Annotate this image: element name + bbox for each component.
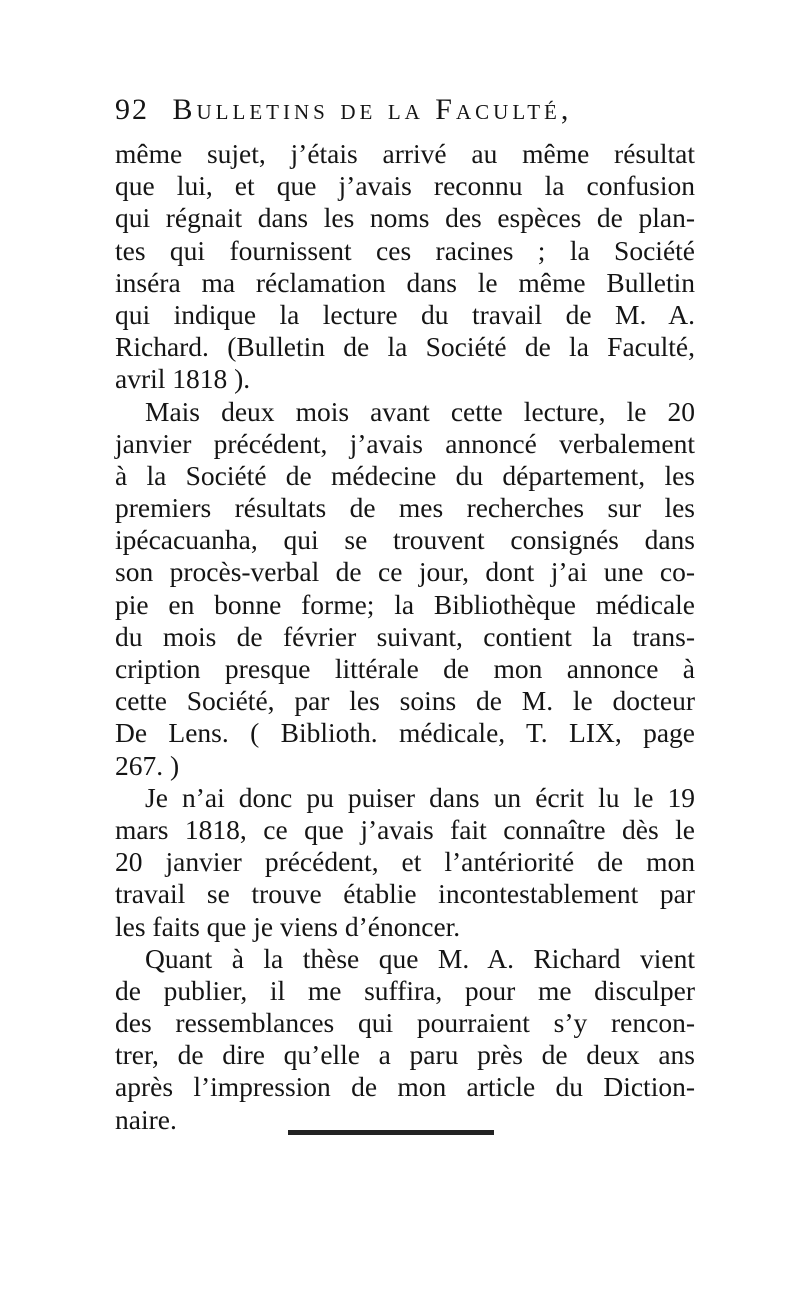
text-line: cette Société, par les soins de M. le docteur bbox=[115, 685, 695, 717]
text-line: 267. ) bbox=[115, 749, 180, 781]
text-line: avril 1818 ). bbox=[115, 363, 251, 395]
body-text bbox=[115, 138, 695, 1136]
text-line: même sujet, j’étais arrivé au même résultat bbox=[115, 138, 695, 169]
text-line: mars 1818, ce que j’avais fait connaître dès le bbox=[115, 813, 695, 845]
text-line: que lui, et que j’avais reconnu la confusion bbox=[115, 170, 695, 202]
text-line: pie en bonne forme; la Bibliothèque médicale bbox=[115, 588, 695, 620]
text-line: janvier précédent, j’avais annoncé verbalement bbox=[115, 427, 695, 459]
text-line: après l’impression de mon article du Diction- bbox=[115, 1071, 695, 1103]
text-line: à la Société de médecine du département, les bbox=[115, 459, 695, 491]
text-line: de publier, il me suffira, pour me disculper bbox=[115, 974, 695, 1006]
text-line: ipécacuanha, qui se trouvent consignés dans bbox=[115, 524, 695, 556]
running-title: Bulletins de la Faculté, bbox=[172, 93, 573, 126]
text-line: qui régnait dans les noms des espèces de plan- bbox=[115, 202, 695, 234]
text-line: inséra ma réclamation dans le même Bulletin bbox=[115, 266, 695, 298]
text-line: premiers résultats de mes recherches sur les bbox=[115, 492, 695, 524]
text-line: De Lens. ( Biblioth. médicale, T. LIX, page bbox=[115, 717, 695, 749]
page-number: 92 bbox=[115, 93, 149, 126]
text-line: qui indique la lecture du travail de M. A. bbox=[115, 298, 695, 330]
text-line: cription presque littérale de mon annonce à bbox=[115, 653, 695, 684]
text-line: son procès-verbal de ce jour, dont j’ai une co- bbox=[115, 556, 695, 588]
text-line: les faits que je viens d’énoncer. bbox=[115, 910, 461, 942]
text-line: Richard. (Bulletin de la Société de la Faculté, bbox=[115, 331, 695, 363]
text-line: Quant à la thèse que M. A. Richard vient bbox=[145, 942, 695, 974]
end-rule bbox=[288, 1130, 494, 1135]
text-line: du mois de février suivant, contient la trans- bbox=[115, 620, 695, 652]
text-line: tes qui fournissent ces racines ; la Société bbox=[115, 234, 695, 266]
text-line: travail se trouve établie incontestablement par bbox=[115, 878, 695, 910]
text-line: naire. bbox=[115, 1103, 177, 1135]
running-header bbox=[115, 93, 635, 127]
text-line: Mais deux mois avant cette lecture, le 20 bbox=[145, 395, 695, 427]
text-line: trer, de dire qu’elle a paru près de deux ans bbox=[115, 1039, 695, 1071]
text-line: Je n’ai donc pu puiser dans un écrit lu le 19 bbox=[145, 781, 695, 813]
text-line: 20 janvier précédent, et l’antériorité de mon bbox=[115, 846, 695, 878]
text-line: des ressemblances qui pourraient s’y rencon- bbox=[115, 1007, 695, 1039]
